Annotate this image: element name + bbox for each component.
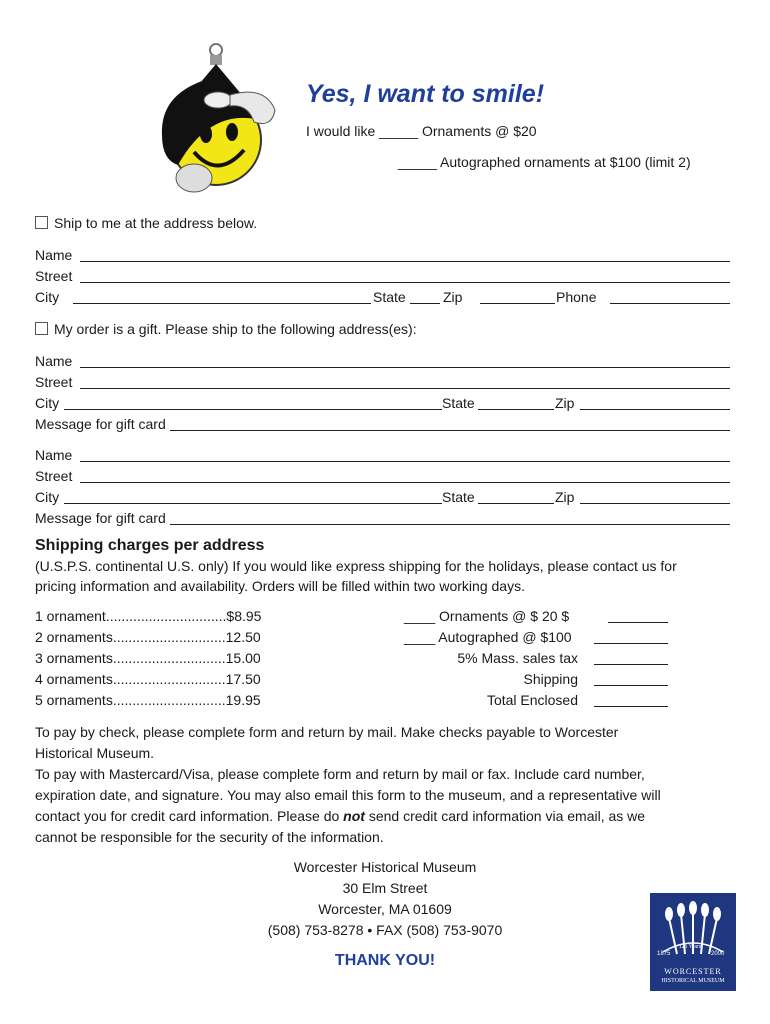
gift2-zip-field[interactable]	[580, 503, 730, 504]
rate-row-5: 5 ornaments.............................19.95	[35, 692, 261, 708]
rate-row-2: 2 ornaments.............................12.50	[35, 629, 261, 645]
order-ornaments-line: I would like _____ Ornaments @ $20	[306, 123, 537, 139]
ship-to-me-label: Ship to me at the address below.	[54, 215, 258, 231]
gift2-name-field[interactable]	[80, 461, 730, 462]
ship-to-me-checkbox[interactable]	[35, 214, 257, 232]
gift2-city-label: City	[35, 489, 60, 505]
gift2-name-label: Name	[35, 447, 73, 463]
rate-row-3: 3 ornaments.............................15.00	[35, 650, 261, 666]
gift-label: My order is a gift. Please ship to the following address(es):	[54, 321, 417, 337]
payment-line4: expiration date, and signature. You may also email this form to the museum, and a representative will	[35, 787, 661, 803]
total-enclosed-label: Total Enclosed	[486, 692, 578, 708]
street-label: Street	[35, 268, 73, 284]
state-field[interactable]	[410, 303, 440, 304]
total-autographed-field[interactable]	[594, 643, 668, 644]
zip-field[interactable]	[480, 303, 555, 304]
museum-phone: (508) 753-8278 • FAX (508) 753-9070	[267, 922, 503, 938]
gift1-city-field[interactable]	[64, 409, 442, 410]
gift2-city-field[interactable]	[64, 503, 442, 504]
state-label: State	[373, 289, 406, 305]
street-field[interactable]	[80, 282, 730, 283]
shipping-total-label: Shipping	[523, 671, 578, 687]
logo-anniversary: 125 Years	[679, 944, 702, 950]
gift1-street-label: Street	[35, 374, 73, 390]
payment-line3: To pay with Mastercard/Visa, please complete form and return by mail or fax. Include card number,	[35, 766, 645, 782]
museum-name: Worcester Historical Museum	[293, 859, 477, 875]
gift2-message-field[interactable]	[170, 524, 730, 525]
gift2-zip-label: Zip	[555, 489, 575, 505]
logo-year-right: 2000	[711, 951, 725, 957]
checkbox-box[interactable]	[35, 216, 48, 229]
rate-row-1: 1 ornament...............................$8.95	[35, 608, 262, 624]
gift2-state-field[interactable]	[478, 503, 554, 504]
order-autographed-line: _____ Autographed ornaments at $100 (limit 2)	[398, 154, 691, 170]
smiley-ornament-illustration	[150, 40, 280, 200]
logo-name: WORCESTER	[664, 967, 722, 976]
shipping-desc-line2: pricing information and availability. Orders will be filled within two working days.	[35, 578, 525, 594]
sales-tax-field[interactable]	[594, 664, 668, 665]
payment-line1: To pay by check, please complete form and return by mail. Make checks payable to Worcester	[35, 724, 619, 740]
name-label: Name	[35, 247, 73, 263]
logo-sub: HISTORICAL MUSEUM	[661, 978, 725, 984]
gift2-street-field[interactable]	[80, 482, 730, 483]
sales-tax-label: 5% Mass. sales tax	[457, 650, 578, 666]
gift1-state-label: State	[442, 395, 475, 411]
name-field[interactable]	[80, 261, 730, 262]
gift1-state-field[interactable]	[478, 409, 554, 410]
rate-row-4: 4 ornaments.............................17.50	[35, 671, 261, 687]
payment-line5: contact you for credit card information. Please do not send credit card information via email, as we	[35, 808, 646, 824]
payment-line2: Historical Museum.	[35, 745, 155, 761]
zip-label: Zip	[443, 289, 463, 305]
page-title: Yes, I want to smile!	[306, 80, 545, 108]
gift1-zip-field[interactable]	[580, 409, 730, 410]
city-label: City	[35, 289, 60, 305]
total-ornaments-label: ____ Ornaments @ $ 20 $	[404, 608, 570, 624]
total-enclosed-field[interactable]	[594, 706, 668, 707]
checkbox-box[interactable]	[35, 322, 48, 335]
city-field[interactable]	[73, 303, 371, 304]
shipping-desc-line1: (U.S.P.S. continental U.S. only) If you would like express shipping for the holidays, please contact us for	[35, 558, 677, 574]
gift1-city-label: City	[35, 395, 60, 411]
gift1-zip-label: Zip	[555, 395, 575, 411]
gift2-state-label: State	[442, 489, 475, 505]
total-autographed-label: ____ Autographed @ $100	[404, 629, 572, 645]
payment-line6: cannot be responsible for the security of the information.	[35, 829, 384, 845]
shipping-title: Shipping charges per address	[35, 537, 265, 554]
museum-street: 30 Elm Street	[342, 880, 428, 896]
logo-year-left: 1875	[657, 951, 671, 957]
gift2-street-label: Street	[35, 468, 73, 484]
phone-field[interactable]	[610, 303, 730, 304]
phone-label: Phone	[556, 289, 597, 305]
gift-checkbox[interactable]	[35, 320, 417, 338]
total-ornaments-field[interactable]	[608, 622, 668, 623]
museum-city: Worcester, MA 01609	[318, 901, 452, 917]
gift1-name-label: Name	[35, 353, 73, 369]
gift1-message-field[interactable]	[170, 430, 730, 431]
gift1-message-label: Message for gift card	[35, 416, 166, 432]
gift2-message-label: Message for gift card	[35, 510, 166, 526]
gift1-name-field[interactable]	[80, 367, 730, 368]
shipping-total-field[interactable]	[594, 685, 668, 686]
gift1-street-field[interactable]	[80, 388, 730, 389]
museum-logo	[650, 893, 736, 991]
thank-you: THANK YOU!	[334, 952, 436, 969]
